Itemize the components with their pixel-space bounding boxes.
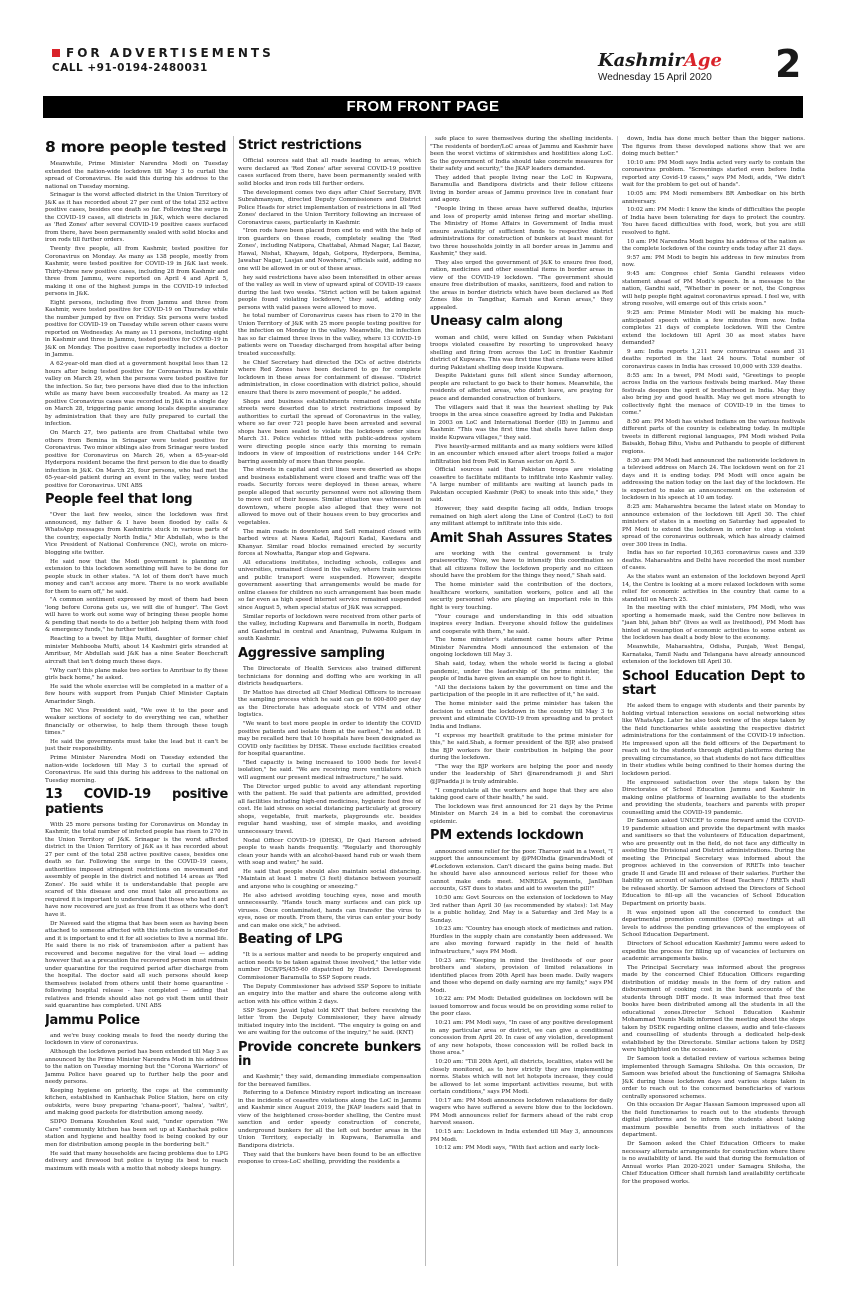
paragraph: Prime Minister Narendra Modi on Tuesday extended the nation-wide lockdown till May 3 to curtail the spread of Coronavirus. He said this during his address to the national on Tuesday morning. <box>45 755 228 784</box>
section-banner: FROM FRONT PAGE <box>43 96 803 118</box>
paragraph: hey said restrictions have also been intensified in other areas of the valley as well in view of upward spiral of COVID-19 cases during the last two weeks. "Strict action will be taken against people found violating lockdown," they said, adding only persons with valid passes were allowed to move. <box>238 274 421 311</box>
paragraph: The NC Vice President said, "We owe it to the poor and weaker sections of society to do everything we can, whether financially or otherwise, to help them through these tough times." <box>45 707 228 737</box>
story-body <box>238 158 421 643</box>
paragraph: The Deputy Commissioner has advised SSP Sopore to initiate an enquiry into the matter and share the outcome along with action with his office within 2 days. <box>238 983 421 1005</box>
paragraph: "Over the last few weeks, since the lockdown was first announced, my father & I have been flooded by calls & WhatsApp messages from Kashmiris stuck in various parts of the country, especially North India," Mir Abdullah, who is the Vice President of National Conference (NC), wrote on micro-blogging site twitter. <box>45 512 228 556</box>
headline-pm-extends-lockdown: PM extends lockdown <box>430 828 584 844</box>
paragraph: he total number of Coronavirus cases has risen to 270 in the Union Territory of J&K with 25 more people testing positive for the infection on Monday in the valley. Meanwhile, the infection has so far claimed three lives in the valley, where 13 COVID-19 patients were on Tuesday discharged from hospital after being treated successfully. <box>238 313 421 357</box>
paragraph: All educations institutes, including schools, colleges and universities, remained closed in the valley, where train services and public transport were suspended. However, despite government asserting that arrangements would be made for online classes for children no such arrangement has been made so far even as high speed internet service remained suspended since August 5, when special status of J&K was scrapped. <box>238 559 421 611</box>
paragraph: The Director urged public to avoid any attendant reporting with the patient. He said that patients are admitted, provided all facilities including high-end medicines, hygienic food free of cost. He laid stress on social distancing particularly at grocery shops, vegetable, fruit markets, playgrounds etc. besides regular hand washing, use of simple masks, and avoiding unnecessary travel. <box>238 783 421 835</box>
paragraph: However, they said despite facing all odds, Indian troops remained on high alert along the Line of Control (LoC) to foil any militant attempt to infiltrate into this side. <box>430 506 613 528</box>
paragraph: down, India has done much better than the bigger nations. The figures from these developed nations show that we are doing much better." <box>622 136 805 157</box>
paragraph: Dr Samoon asked UNICEF to come forward amid the COVID-19 pandemic situation and provide the department with masks and sanitisers so that the volunteers of Education department, who are presently out in the field, do not face any difficulty in assisting the Divisional and District administrations. During the meeting the Principal Secretary was informed about the progress achieved in the conversion of RRETs into teacher grade II and Grade III and release of their salaries. Further the liability on account of salaries of Head Teachers / RRETs shall be released shortly. Dr Samoon advised the Directors of School Education to fill-up all the vacancies of School Education Department on priority basis. <box>622 818 805 907</box>
paragraph: Official sources said that all roads leading to areas, which were declared as 'Red Zones' after several COVID-19 positive cases surfaced from there, have been permanently sealed with solid blocks and iron rods till further orders. <box>238 158 421 187</box>
paragraph: The Directorate of Health Services also trained different technicians for donning and doffing who are working in all districts headquarters. <box>238 666 421 688</box>
advertisement-notice <box>52 46 274 74</box>
headline-beating-of-lpg: Beating of LPG <box>238 932 343 948</box>
paragraph: 10:05 am: PM Modi remembers BR Ambedkar on his birth anniversary. <box>622 191 805 205</box>
paragraph: The villagers said that it was the heaviest shelling by Pak troops in the area since ceasefire agreed by India and Pakistan in 2003 on LoC and International Border (IB) in Jammu and Kashmir. "This was the first time that shells have fallen deep inside Kupwara villages," they said. <box>430 404 613 441</box>
paragraph: "It is a serious matter and needs to be properly enquired and action needs to be taken against those involved," the letter vide number DCB/PS/455-60 dispatched by District Development Commissioner Baramulla to SSP Sopore reads. <box>238 952 421 981</box>
paragraph: Similar reports of lockdown were received from other parts of the valley, including Kupwara and Baramulla in north, Budgam and Ganderbal in central and Anantnag, Pulwama Kulgam in south Kashmir. <box>238 613 421 643</box>
paragraph: The lockdown was first announced for 21 days by the Prime Minister on March 24 in a bid to combat the coronavirus epidemic. <box>430 803 613 825</box>
ad-phone: CALL +91-0194-2480031 <box>52 62 208 74</box>
paragraph: SDPO Domana Koushelen Koul said, "under operation "We Care" community kitchen has been set up at Kanhachak police station and hygiene and healthy food is being cooked by our men for distribution among people in the bordering belt." <box>45 1119 228 1148</box>
paragraph: are working with the central government is truly praiseworthy. "Now, we have to intensify this coordination so that all citizens follow the lockdown properly and no citizen should have the problem for the things they need," Shah said. <box>430 550 613 580</box>
paragraph: Official sources said that Pakistan troops are violating ceasefire to facilitate militants to infiltrate into Kashmir valley. "A large number of militants are waiting at launch pads in Pakistan occupied Kashmir (PoK) to sneak into this side," they said. <box>430 467 613 504</box>
paragraph: "We want to test more people in order to identify the COVID positive patients and isolate them at the earliest," he added. It may be recalled here that 10 hospitals have been designated as COVID only facilities by DHSK. These exclude facilities created for hospital quarantine. <box>238 721 421 758</box>
paragraph: 10:15 am: Lockdown in India extended till May 3, announces PM Modi. <box>430 1129 613 1143</box>
paragraph: "Why can't this plane make two sorties to Amritsar to fly these girls back home," he asked. <box>45 667 228 682</box>
newspaper-logo <box>598 50 722 71</box>
paragraph: announced some relief for the poor. Tharoor said in a tweet, "I support the announcement by @PMOIndia @narendraModi of #Lockdown extension. Can't discard the gains being made. But he should have also announced serious relief for those who cannot make ends meet. MNREGA payments, JanDhan accounts, GST dues to states and aid to sweeten the pill!" <box>430 848 613 893</box>
paragraph: 10:20 am: "Till 20th April, all districts, localities, states will be closely monitored, as to how strictly they are implementing norms. States which will not let hotspots increase, they could be allowed to let some important activities resume, but with certain conditions," says PM Modi. <box>430 1059 613 1096</box>
dateline: Wednesday 15 April 2020 <box>598 72 712 83</box>
paragraph: 10:10 am: PM Modi says India acted very early to contain the coronavirus problem. "Screenings started even before India reported any Covid-19 cases," says PM Modi, adds, "We didn't wait for the problem to get out of hands". <box>622 159 805 189</box>
paragraph: A 62-year-old man died at a government hospital less than 12 hours after being tested positive for Coronavirus in Kashmir valley on March 29, when the persons were tested positive for the infection. So far, two persons have died due to the infection while as many have been successfully treated. As many as 12 positive Coronavirus cases was recorded in J&K in a single day on March 28, triggering panic among locals despite assurance by administration that they are fully prepared to curtail the infection. <box>45 361 228 428</box>
headline-school-education: School Education Dept to start <box>622 668 805 699</box>
headline-amit-shah: Amit Shah Assures States <box>430 530 613 546</box>
logo-accent: Age <box>683 50 722 71</box>
story-body <box>45 161 228 490</box>
paragraph: "All the decisions taken by the government on time and the participation of the people in it are reflective of it," he said. <box>430 684 613 699</box>
paragraph: he Chief Secretary had directed the DCs of active districts where Red Zones have been declared to go for complete lockdown in these areas for containment of disease. "District administration, in close coordination with district police, should ensure that there is zero movement of people," he added. <box>238 359 421 396</box>
logo-main: Kashmir <box>598 50 684 71</box>
paragraph: 8:55 am: In a tweet, PM Modi said, "Greetings to people across India on the various festivals being marked. May these festivals deepen the spirit of brotherhood in India. May they also bring joy and good health. May we get more strength to collectively fight the menace of COVID-19 in the times to come." <box>622 372 805 417</box>
ad-title: FOR ADVERTISEMENTS <box>66 46 274 60</box>
paragraph: Twenty five people, all from Kashmir, tested positive for Coronavirus on Monday. As many as 138 people, mostly from Kashmir, were tested positive for COVID-19 in J&K last week. Thirty-three new positive cases, including 28 from Kashmir and three from Jammu, were reported on April 4 and April 5, making it one of the highest jumps in the COVID-19 infected persons in J&K. <box>45 246 228 298</box>
paragraph: Eight persons, including five from Jammu and three from Kashmir, were tested positive for COVID-19 on Thursday while the number jumped by five on Friday. Six persons were tested positive for COVID-19 on Tuesday while seven other cases were reported on Wednesday. As many as 11 persons, including eight in Kashmir and three in Jammu, tested positive for COVID-19 in J&K on Monday. The positive case reportedly includes a doctor in Jammu. <box>45 299 228 359</box>
paragraph: Reacting to a tweet by Iltija Mufti, daughter of former chief minister Mehbooba Mufti, about 14 Kashmiri girls stranded at Amritsar, Mr Abdullah said J&K has a nine Seater Beechcraft aircraft that isn't doing much these days. <box>45 636 228 665</box>
paragraph: As the states want an extension of the lockdown beyond April 14, the Centre is looking at a more relaxed lockdown with some relief for economic activities in the country that came to a standstill on March 25. <box>622 574 805 603</box>
headline-covid-patients: 13 COVID-19 positive patients <box>45 787 228 817</box>
paragraph: Referring to a Defence Ministry report indicating an increase in the incidents of ceasefire violations along the LoC in Jammu and Kashmir since August 2019, the JKAP leaders said that in view of the heightened cross-border shelling, the Centre must sanction and order speedy construction of concrete, underground bunkers for all the left out border areas in the Union Territory, especially in Kupwara, Baramulla and Bandipora districts. <box>238 1090 421 1149</box>
paragraph: 9:57 am: PM Modi to begin his address in few minutes from now. <box>622 254 805 269</box>
paragraph: Although the lockdown period has been extended till May 3 as announced by the Prime Minister Narendra Modi in his address to the nation on Tuesday morning but the "Corona Warriors" of Jammu Police have geared up to further help the poor and needy persons. <box>45 1049 228 1086</box>
paragraph: On March 27, two patients are from Chattabal while two others from Bemina in Srinagar were tested positive for Coronavirus. Two minor siblings also from Srinagar were tested positive for Coronavirus on March 26, when a 65-year-old Hyderpora resident became the first person to die due to deadly infection in J&K. On March 25, four persons, who had met the 65-year-old patient during an event in the valley, were tested positive for Coronavirus. UNI ABS <box>45 430 228 489</box>
column-4 <box>622 136 805 1266</box>
headline-8-more-tested: 8 more people tested <box>45 138 227 156</box>
paragraph: "The way the BJP workers are helping the poor and needy under the leadership of Shri @narendramodi ji and Shri @JPnadda ji is truly admirable. <box>430 763 613 785</box>
paragraph: "Your courage and understanding in this odd situation inspires every Indian. Everyone should follow the guidelines and cooperate with them," he said. <box>430 613 613 635</box>
paragraph: 10:21 am: PM Modi says, "In case of any positive development in any particular area or district, we can give a conditional concession from April 20. In case of any violation, development of any new hotspots, those concession will be rolled back in those area." <box>430 1020 613 1057</box>
masthead <box>0 0 848 88</box>
story-body <box>238 1074 421 1167</box>
story-body <box>430 335 613 529</box>
paragraph: Keeping hygiene on priority, the cops at the community kitchen, established in Kanhachak Police Station, here on city outskirts, were busy preparing 'chana-poori', 'halwa', 'saltri', and making good packets for distribution among needy. <box>45 1087 228 1117</box>
paragraph: They said that the bunkers have been found to be an effective response to cross-LoC shelling, providing the residents a <box>238 1151 421 1166</box>
column-3 <box>430 136 613 1266</box>
paragraph: Five heavily-armed militants and as many soldiers were killed in an encounter which ensued after alert troops foiled a major infiltration bid from PoK in Keran sector on April 5. <box>430 443 613 465</box>
column-divider <box>617 136 618 1266</box>
paragraph: He expressed satisfaction over the steps taken by the Directorates of School Education Jammu and Kashmir in making online platforms of learning available to the students and providing the students, teachers and parents with proper counselling amid the COVID-19 pandemic. <box>622 779 805 816</box>
paragraph: They added that people living near the LoC in Kupwara, Baramulla and Bandipora districts and their fellow citizens living in border areas of Jammu province live in constant fear and agony. <box>430 174 613 204</box>
story-body <box>45 512 228 785</box>
paragraph: and we're busy cooking meals to feed the needy during the lockdown in view of coronavirus. <box>45 1032 228 1047</box>
paragraph: 10 am: PM Narendra Modi begins his address of the nation as the complete lockdown of the country ends today after 21 days. <box>622 238 805 253</box>
paragraph: He said the whole exercise will be completed in a matter of a few hours with support from Punjab Chief Minister Captain Amarinder Singh. <box>45 683 228 705</box>
paragraph: It was enjoined upon all the concerned to conduct the departmental promotion committee (DPCs) meetings at all levels to address the pending grievances of the employees of School Education Department. <box>622 909 805 939</box>
paragraph: Dr Samoon took a detailed review of various schemes being implemented through Samagra Shiksha. On this occasion, Dr Samoon was briefed about the functioning of Samagra Shiksha J&K during these lockdown days and various steps taken in order to reach out to the concerned beneficiaries of various centrally sponsored schemes. <box>622 1056 805 1100</box>
paragraph: With 25 more persons testing for Coronavirus on Monday in Kashmir, the total number of infected people has risen to 270 in the Union Territory of J&K. Srinagar is the worst affected district in the Union Territory of J&K as it has recorded about 27 per cent of the total 258 active positive cases, besides one death so far. Following the surge in the COVID-19 cases, authorities imposed stringent restrictions on movement and assembly of people in the district and notified 14 areas as 'Red Zones'. He said while it is understandable that people are scared of this disease and one must take all precautions as required it is important to understand that those who had it and have now recovered are just as free from it as others who don't have it. <box>45 821 228 918</box>
headline-uneasy-calm: Uneasy calm along <box>430 314 563 330</box>
story-body <box>45 1033 228 1173</box>
headline-aggressive-sampling: Aggressive sampling <box>238 645 385 661</box>
page-number: 2 <box>775 42 802 86</box>
paragraph: "I express my heartfelt gratitude to the prime minister for this," he said.Shah, a former president of the BJP, also praised the BJP workers for their contribution in helping the poor during the lockdown. <box>430 732 613 762</box>
headline-jammu-police: Jammu Police <box>45 1012 140 1028</box>
paragraph: "I congratulate all the workers and hope that they are also taking good care of their health," he said. <box>430 787 613 802</box>
story-body <box>430 849 613 1153</box>
paragraph: The streets in capital and civil lines were deserted as shops and business establishment were closed and traffic was off the roads. Security forces were deployed in these areas, where people alleged that security personnel were not allowing them to move out of their houses. Similar situation was witnessed in downtown, where people also alleged that they were not allowed to move out of their houses even to buy groceries and vegetables. <box>238 467 421 526</box>
column-1 <box>45 136 228 1266</box>
paragraph: 8:50 am: PM Modi has wished Indians on the various festivals different parts of the country is celebrating today. In multiple tweets in different regional languages, PM Modi wished Poila Baisakh, Bohag Bihu, Vishu and Puthandu to people of different regions. <box>622 418 805 455</box>
paragraph: Srinagar is the worst affected district in the Union Territory of J&K as it has recorded about 27 per cent of the total 252 active positive cases, besides one death so far. Following the surge in the COVID-19 cases, all districts in J&K, which were declared as 'Red Zones' after several COVID-19 positive cases surfaced from there, have been permanently sealed with solid blocks and iron rods till further orders. <box>45 192 228 244</box>
paragraph: Meanwhile, Prime Minister Narendra Modi on Tuesday extended the nation-wide lockdown till May 3 to curtail the spread of Coronavirus. He said this during his address to the national on Tuesday morning. <box>45 161 228 190</box>
paragraph: and Kashmir," they said, demanding immediate compensation for the bereaved families. <box>238 1074 421 1088</box>
paragraph: Despite Pakistani guns fell silent since Sunday afternoon, people are reluctant to go back to their homes. Meanwhile, the residents of affected areas, who didn't leave, are praying for peace and demanded construction of bunkers. <box>430 373 613 402</box>
story-body <box>430 551 613 826</box>
paragraph: The home minister's statement came hours after Prime Minister Narendra Modi announced the extension of the ongoing lockdown till May 3. <box>430 637 613 659</box>
paragraph: On this occasion Dr Asgar Hassan Samoon impressed upon all the field functionaries to reach out to the students through digital platforms and to inform the students about taking maximum possible benefits from such initiatives of the department. <box>622 1102 805 1139</box>
column-divider <box>233 136 234 1266</box>
paragraph: Directors of School education Kashmir/ Jammu were asked to expedite the process for filling up of vacancies of lecturers on academic arrangements basis. <box>622 941 805 963</box>
paragraph: He said now that the Modi government is planning an extension to this lockdown something will have to be done for people stuck in other states. "A lot of them don't have much money and can't access any more. There is no work available for them to earn off," he said. <box>45 558 228 595</box>
red-square-icon <box>52 49 60 57</box>
paragraph: "Bed capacity is being increased to 1000 beds for level-I isolation," he said. "We are receiving more ventilators which will augment our present medical infrastructure," he said. <box>238 759 421 781</box>
paragraph: 9:45 am: Congress chief Sonia Gandhi releases video statement ahead of PM Modi's speech. In a message to the nation, Gandhi said, "Whether in power or not, the Congress will help people fight against coronavirus spread. I feel we, with strong resolve, will emerge out of this crisis soon." <box>622 271 805 308</box>
paragraph: 10:23 am: "Country has enough stock of medicines and ration. Hurdles in the supply chain are constantly been addressed. We are also moving forward rapidly in the field of health infrastructure," says PM Modi. <box>430 926 613 955</box>
story-body <box>622 703 805 1186</box>
headline-strict-restrictions: Strict restrictions <box>238 138 362 153</box>
paragraph: "Iron rods have been placed from end to end with the help of iron guarders on these roads, completely sealing the 'Red Zones', including Natipora, Chattabal, Ahmad Nagar, Lal Bazar, Hawal, Nishat, Khayam, Idgah, Gotpora, Hyderpora, Bemina, Jawahar Nagar, Lasjan and Nowshera," officials said, adding no one will be allowed in or out of these areas. <box>238 228 421 272</box>
paragraph: In the meeting with the chief ministers, PM Modi, who was sporting a homemade mask, said the Centre now believes in "jaan bhi, jahan bhi" (lives as well as livelihood), PM Modi has hinted at resumption of economic activities to some extent as the lockdown has dealt a body blow to the economy. <box>622 605 805 642</box>
paragraph: 10:02 am: PM Modi: I know the kinds of difficulties the people of India have been tolerating for days to protect the country. You have faced difficulties with food, work, but you are still resolved to fight. <box>622 207 805 236</box>
paragraph: He asked them to engage with students and their parents by holding virtual interaction sessions on social networking sites like WhatsApp. Later he also took review of the steps taken by the field functionaries while assisting the respective district administrations for the containment of the COVID-19 infection. He impressed upon all the field officers of the Department to reach out to the students through digital platforms during the prevailing circumstance, so that students do not face difficulties in their studies while being confined to their homes during the lockdown period. <box>622 703 805 777</box>
paragraph: 10:17 am: PM Modi announces lockdown relaxations for daily wagers who have suffered a severe blow due to the lockdown. PM Modi announces relief for farmers ahead of the rabi crop harvest season. <box>430 1097 613 1127</box>
paragraph: He also advised avoiding touching eyes, nose and mouth unnecessarily. "Hands touch many surfaces and can pick up viruses. Once contaminated, hands can transfer the virus to eyes, nose or mouth. From there, the virus can enter your body and can make one sick," he advised. <box>238 892 421 929</box>
paragraph: They also urged the government of J&K to ensure free food, ration, medicines and other essential items in border areas in view of the COVID-19 lockdown. "The government should ensure free distribution of masks, sanitizers, food and ration to the areas in border districts which have been declared as Red Zones like in Tangdhar, Karnah and Keran areas," they appealed. <box>430 259 613 311</box>
paragraph: He said that many households are facing problems due to LPG delivery and firewood but police is trying its best to reach maximum with meals with a motto that nobody sleeps hungry. <box>45 1150 228 1172</box>
paragraph: 8:25 am: Maharashtra became the latest state on Monday to announce extension of the lockdown till April 30. The chief ministers of states in a meeting on Saturday had appealed to PM Modi to extend the lockdown in order to stop a violent spread of the coronavirus outbreak, which has already claimed over 300 lives in India. <box>622 504 805 548</box>
paragraph: woman and child, were killed on Sunday when Pakistani troops violated ceasefire by resorting to unprovoked heavy shelling and firing from across the LoC in frontier Kashmir district of Kupwara. This was first time that civilians were killed during Pakistani shelling deep inside Kupwara. <box>430 334 613 371</box>
paragraph: The Principal Secretary was informed about the progress made by the concerned Chief Education Officers regarding distribution of midday meals in the form of dry ration and disbursement of cooking cost in the bank accounts of the students through DBT mode. It was informed that free text books have been distributed among all the students in all the educational zones.Director School Education Kashmir Mohammad Younis Malik informed the meeting about the steps taken by DSEK regarding online classes, audio and tele-classes and counselling of students through a dedicated help-desk established by the Directorate. Similar actions taken by DSEJ were highlighted on the occasion. <box>622 964 805 1054</box>
paragraph: Meanwhile, Maharashtra, Odisha, Punjab, West Bengal, Karnataka, Tamil Nadu and Telangana have already announced extension of the lockdown till April 30. <box>622 644 805 666</box>
paragraph: He said the governments must take the lead but it can't be just their responsibility. <box>45 738 228 753</box>
paragraph: India has so far reported 10,363 coronavirus cases and 339 deaths. Maharashtra and Delhi have recorded the most number of cases. <box>622 550 805 572</box>
paragraph: The main roads in downtown and Sell remained closed with barbed wires at Nawa Kadal, Rajouri Kadal, Kawdara and Khanyar. Similar road blocks remained erected by security forces at Nowhatta, Rangar stop and Gojwara. <box>238 528 421 558</box>
paragraph: 10:22 am: PM Modi: Detailed guidelines on lockdown will be issued tomorrow and focus would be on providing some relief to the poor class. <box>430 996 613 1018</box>
paragraph: 10:12 am: PM Modi says, "With fast action and early lock- <box>435 1145 600 1152</box>
column-2 <box>238 136 421 1266</box>
paragraph: Dr Mattoo has directed all Chief Medical Officers to increase the sampling process which he said can go to 600-800 per day as the Directorate has adequate stock of VTM and other logistics. <box>238 689 421 719</box>
paragraph: 9:25 am: Prime Minister Modi will be making his much-anticipated speech within a few minutes from now. India completes 21 days of complete lockdown. Will the Centre extend the lockdown till April 30 as most states have demanded? <box>622 310 805 347</box>
story-body <box>238 952 421 1037</box>
paragraph: The home minister said the contribution of the doctors, healthcare workers, sanitation workers, police and all the security personnel who are playing an important role in this fight is very touching. <box>430 582 613 611</box>
story-body <box>430 136 613 312</box>
paragraph: 9 am: India reports 1,211 new coronavirus cases and 31 deaths reported in the last 24 hours. Total number of coronavirus cases in India has crossed 10,000 with 339 deaths. <box>622 348 805 370</box>
paragraph: "A common sentiment expressed by most of them had been 'long before Corona gets us, we will die of hunger'. The Govt will have to work out some way of bringing these people home & pending that needs to do a better job helping them with food & emergency funds," he further twitted. <box>45 597 228 634</box>
headline-people-feel: People feel that long <box>45 492 193 508</box>
paragraph: 10:23 am: "Keeping in mind the livelihoods of our poor brothers and sisters, provision of limited relaxations in identified places from 20th April has been made. Daily wagers and those who depend on daily earning are my family," says PM Modi. <box>430 957 613 994</box>
story-body <box>45 822 228 1011</box>
paragraph: 10:50 am: Govt Sources on the extension of lockdown to May 3rd rather than April 30 (as recommended by states): 1st May is a public holiday, 2nd May is a Saturday and 3rd May is a Sunday. <box>430 895 613 924</box>
paragraph: "People living in these areas have suffered deaths, injuries and loss of property amid intense firing and mortar shelling. The Ministry of Home Affairs in Government of India must ensure availability of sufficient funds to respective district administrations for construction of bunkers at least meant for two three households jointly in all border areas in Jammu and Kashmir," they said. <box>430 206 613 258</box>
paragraph: He said that people should also maintain social distancing. "Maintain at least 1 metre (3 feet) distance between yourself and anyone who is coughing or sneezing." <box>238 868 421 890</box>
paragraph: Dr Samoon asked the Chief Education Officers to make necessary alternate arrangements for construction where there is no availability of land. He said that during the formulation of Annual works Plan 2020-2021 under Samagra Shiksha, the Chief Education Officer shall furnish land availability certificate for the proposed works. <box>622 1141 805 1185</box>
story-body <box>622 136 805 667</box>
paragraph: Shah said, today, when the whole world is facing a global pandemic, under the leadership of the prime minister, the people of India have given an example on how to fight it. <box>430 661 613 683</box>
paragraph: Shops and business establishments remained closed while streets were deserted due to strict restrictions imposed by authorities to curtail the spread of Coronavirus in the valley, where so far over 721 people have been arrested and several shops have been sealed to violate the lockdown order since March 31. Police vehicles fitted with public-address system were directing people since early this morning to remain indoors in view of imposition of restrictions under 144 CrPc barring assembly of more than three people. <box>238 398 421 465</box>
paragraph: The home minister said the prime minister has taken the decision to extend the lockdown in the country till May 3 to prevent and eliminate COVID-19 from spreading and to protect India and Indians. <box>430 701 613 730</box>
paragraph: Dr Naveed said the stigma that has been seen as having been attached to someone affected with this infection is uncalled-for and it is important to end it for all societies to live a normal life. He said there is no risk of transmission after a patient has recovered and become negative for the viral load — adding however that as a precaution the recovered person must remain under quarantine for the required period after discharge from the hospital. The doctor said all such persons should keep themselves isolated from others until their home quarantine - following hospital release - has completed — adding that relatives and friends should also not go visit them until their said quarantine has completed. UNI ABS <box>45 920 228 1010</box>
column-divider <box>425 136 426 1266</box>
paragraph: 8:30 am: PM Modi had announced the nationwide lockdown in a televised address on March 24. The lockdown went on for 21 days and it is ending today. PM Modi will once again be addressing the nation today on the last day of the lockdown. He is expected to make an announcement on the extension of lockdown in his speech at 10 am today. <box>622 457 805 502</box>
paragraph: The development comes two days after Chief Secretary, BVR Subrahmanyam, directed Deputy Commissioners and District Police Heads for strict implementation of restrictions in all 'Red Zones' declared in the Union Territory following an increase of Coronavirus cases, particularly in Kashmir. <box>238 189 421 226</box>
story-body <box>238 666 421 930</box>
paragraph: safe place to save themselves during the shelling incidents. "The residents of border/LoC areas of Jammu and Kashmir have been the worst victims of skirmishes and hostilities along LoC. So the government of India should take concrete measures for their safety and security," the JKAP leaders demanded. <box>430 136 613 172</box>
paragraph: SSP Sopore Javaid Iqbal told KNT that before receiving the letter 'from the Deputy Commissioner, they have already initiated inquiry into the incident. "The enquiry is going on and we are waiting for the outcome of the inquiry," he said. (KNT) <box>238 1007 421 1037</box>
paragraph: Nodal Officer COVID-19 (DHSK), Dr Qazi Haroon advised people to wash hands frequently. "Regularly and thoroughly clean your hands with an alcohol-based hand rub or wash them with soap and water," he said. <box>238 837 421 867</box>
headline-concrete-bunkers: Provide concrete bunkers in <box>238 1039 421 1069</box>
